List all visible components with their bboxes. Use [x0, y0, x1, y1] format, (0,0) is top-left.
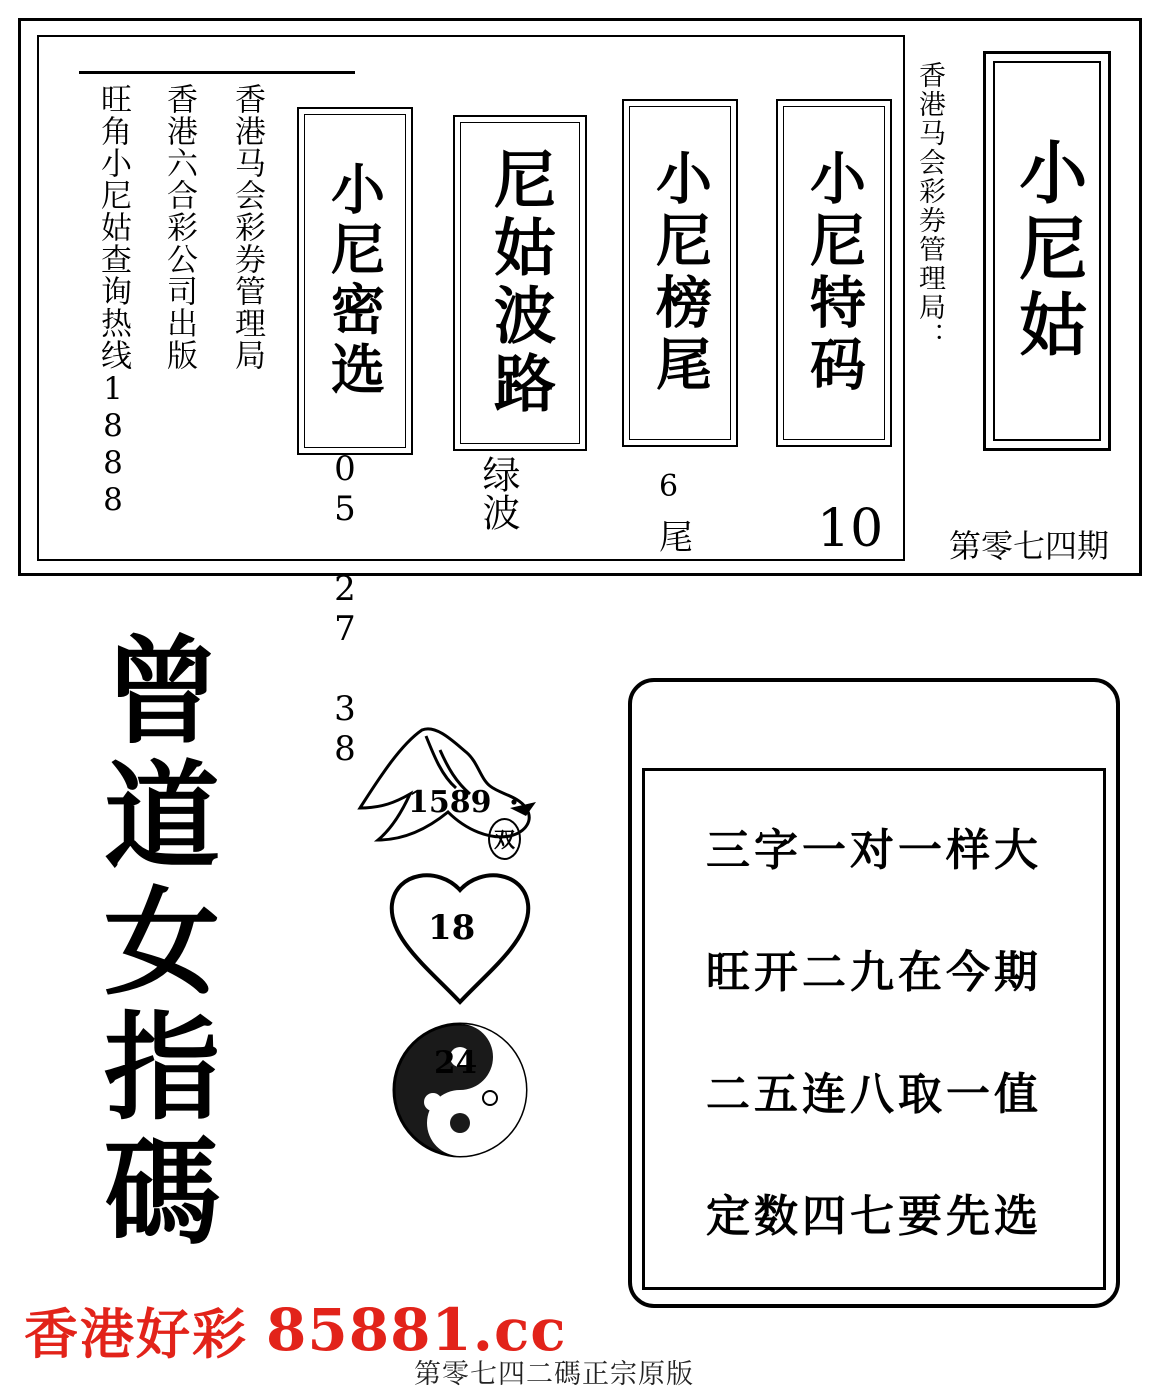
verse-box: [628, 678, 1120, 1308]
label-bangwei: 小尼榜尾: [647, 149, 713, 397]
main-title-box: [983, 51, 1111, 451]
dove-badge: 双: [488, 818, 521, 860]
brand-char-2: 道: [104, 749, 220, 886]
label-box-bolu: [453, 115, 587, 451]
brand-title: [52, 624, 272, 1262]
label-bolu: 尼姑波路: [483, 147, 557, 419]
organization-line: 香港马会彩券管理局：: [914, 61, 945, 351]
top-left-rule: [79, 71, 355, 74]
verse-box-inner: [642, 768, 1106, 1290]
top-panel: [18, 18, 1142, 769]
yinyang-icon: [394, 1024, 526, 1156]
company-column: 香港六合彩公司出版: [161, 83, 197, 371]
label-box-bolu-inner: [460, 122, 580, 444]
label-box-temacode: [776, 99, 892, 447]
brand-char-4: 指: [104, 999, 220, 1136]
yinyang-number: 24: [434, 1045, 478, 1081]
footer: [0, 1296, 1160, 1366]
label-box-bangwei: [622, 99, 738, 447]
label-temacode: 小尼特码: [801, 149, 867, 397]
hotline-column: 旺角小尼姑查询热线1888: [95, 83, 131, 519]
dove-number: 1589: [408, 785, 492, 820]
verse-line-1: 三字一对一样大: [706, 825, 1042, 876]
verse-line-2: 旺开二九在今期: [706, 947, 1042, 998]
label-box-bangwei-inner: [629, 106, 731, 440]
value-bangwei-number: 6: [659, 469, 679, 504]
verse-line-3: 二五连八取一值: [706, 1069, 1042, 1120]
footer-brand: 香港好彩: [24, 1301, 248, 1366]
heart-number: 18: [428, 908, 476, 948]
value-temacode: 10: [817, 499, 884, 559]
top-inner-frame: [37, 35, 905, 769]
main-title: 小尼姑: [1007, 137, 1088, 365]
footer-site: 85881.cc: [266, 1296, 567, 1364]
label-miaoxuan: 小尼密选: [322, 161, 387, 401]
icon-group: [330, 690, 600, 1210]
value-bangwei-unit: 尾: [659, 518, 693, 558]
brand-char-5: 碼: [104, 1125, 220, 1262]
brand-char-1: 曾: [104, 624, 220, 760]
brand-char-3: 女: [104, 874, 220, 1011]
verse-line-4: 定数四七要先选: [706, 1191, 1042, 1242]
value-bangwei: [659, 469, 693, 559]
label-box-temacode-inner: [783, 106, 885, 440]
issue-number: 第零七四期: [948, 527, 1109, 565]
label-box-miaoxuan-inner: [304, 114, 406, 448]
label-box-miaoxuan: [297, 107, 413, 455]
main-title-box-inner: [993, 61, 1101, 441]
manage-column: 香港马会彩券管理局: [229, 83, 265, 371]
value-miaoxuan: 05 27 38: [325, 449, 365, 769]
value-bolu: 绿波: [476, 455, 520, 531]
footer-subtitle: 第零七四二碼正宗原版: [414, 1359, 694, 1390]
